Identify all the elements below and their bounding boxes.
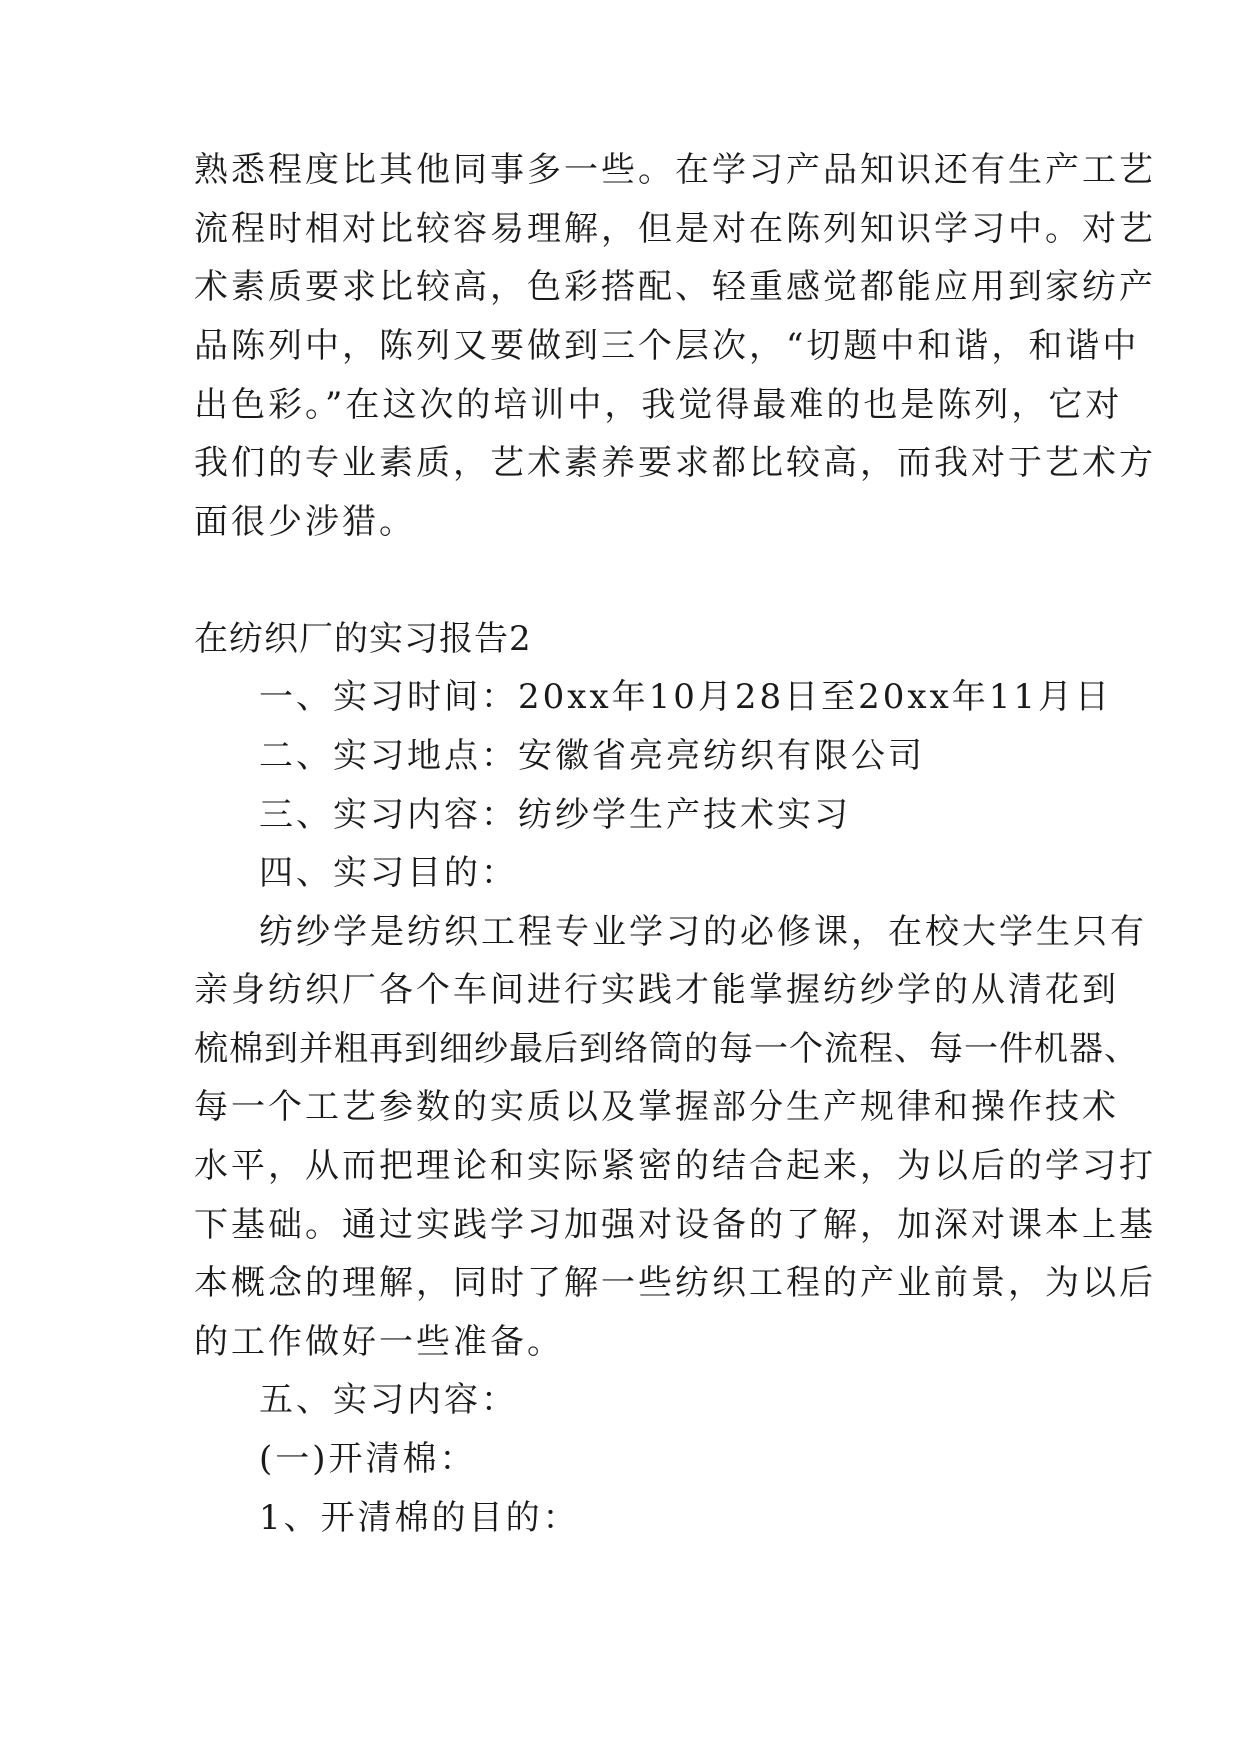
paragraph-line: 品陈列中，陈列又要做到三个层次，“切题中和谐，和谐中 (194, 326, 1140, 366)
paragraph-line: 面很少涉猎。 (194, 502, 416, 542)
paragraph-line: 出色彩。”在这次的培训中，我觉得最难的也是陈列，它对 (194, 385, 1123, 425)
paragraph-line: 我们的专业素质，艺术素养要求都比较高，而我对于艺术方 (194, 443, 1156, 483)
report-title: 在纺织厂的实习报告2 (194, 619, 532, 659)
section-heading: 五、实习内容： (259, 1380, 518, 1420)
subsection-heading: (一)开清棉： (259, 1439, 477, 1479)
item-purpose: 四、实习目的： (259, 853, 518, 893)
item-location: 二、实习地点：安徽省亮亮纺织有限公司 (259, 736, 925, 776)
paragraph-line: 纺纱学是纺织工程专业学习的必修课，在校大学生只有 (259, 912, 1147, 952)
paragraph-line: 的工作做好一些准备。 (194, 1322, 564, 1362)
paragraph-line: 亲身纺织厂各个车间进行实践才能掌握纺纱学的从清花到 (194, 970, 1119, 1010)
paragraph-line: 梳棉到并粗再到细纱最后到络筒的每一个流程、每一件机器、 (194, 1029, 1139, 1069)
paragraph-line: 下基础。通过实践学习加强对设备的了解，加深对课本上基 (194, 1205, 1156, 1245)
paragraph-line: 熟悉程度比其他同事多一些。在学习产品知识还有生产工艺 (194, 150, 1156, 190)
paragraph-line: 水平，从而把理论和实际紧密的结合起来，为以后的学习打 (194, 1146, 1156, 1186)
paragraph-line: 流程时相对比较容易理解，但是对在陈列知识学习中。对艺 (194, 209, 1156, 249)
paragraph-line: 每一个工艺参数的实质以及掌握部分生产规律和操作技术 (194, 1087, 1119, 1127)
item-content: 三、实习内容：纺纱学生产技术实习 (259, 795, 851, 835)
paragraph-line: 术素质要求比较高，色彩搭配、轻重感觉都能应用到家纺产 (194, 267, 1156, 307)
paragraph-line: 本概念的理解，同时了解一些纺织工程的产业前景，为以后 (194, 1263, 1156, 1303)
list-item: 1、开清棉的目的： (259, 1498, 580, 1538)
item-time: 一、实习时间：20xx年10月28日至20xx年11月日 (259, 677, 1113, 717)
